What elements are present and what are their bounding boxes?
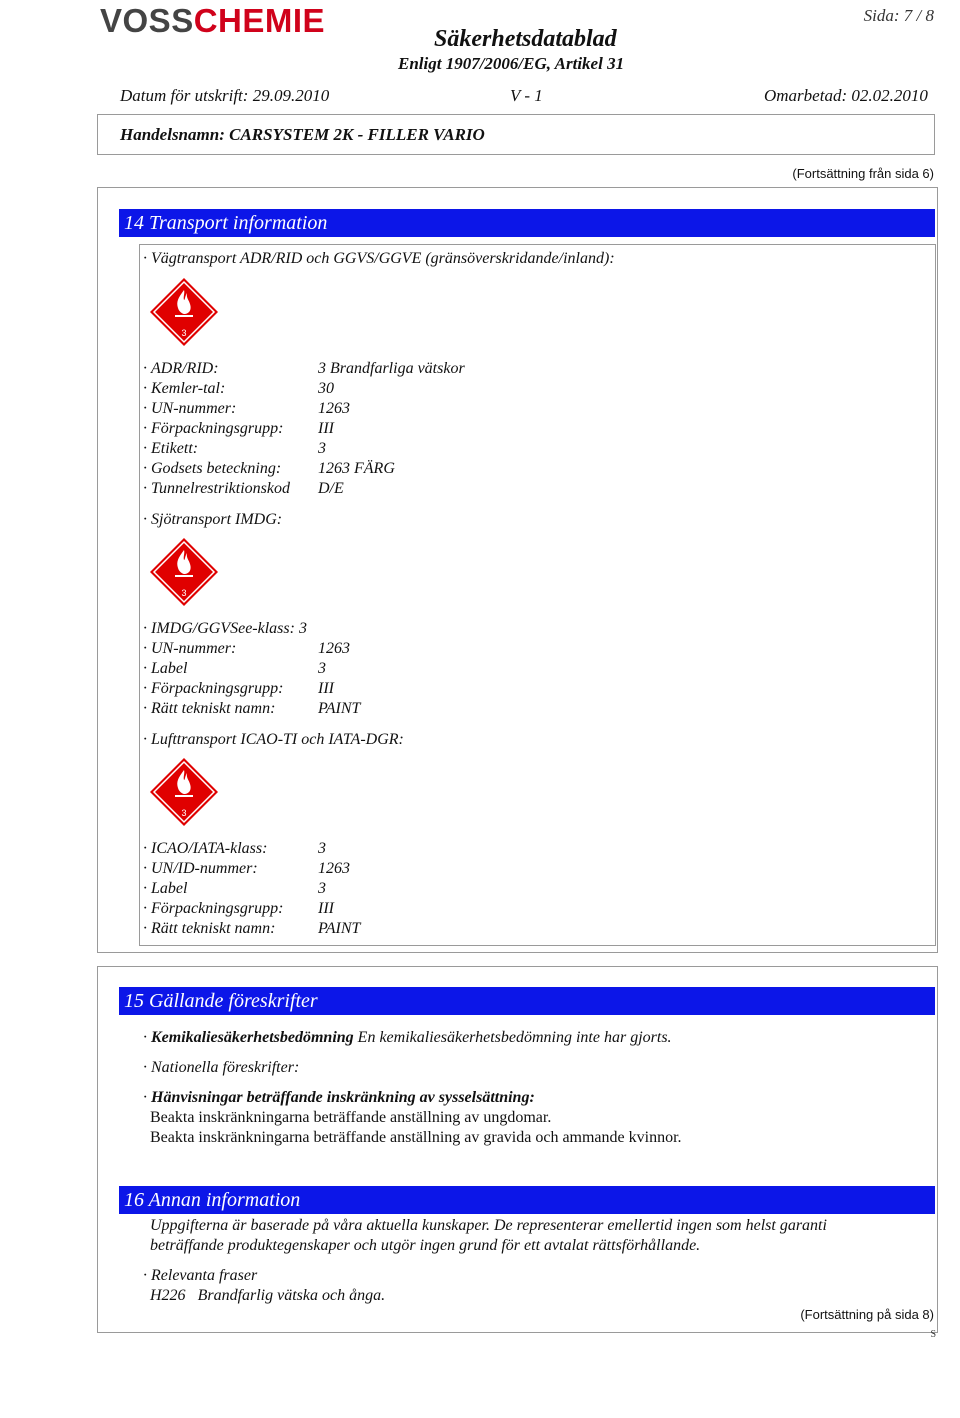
restriction-pregnant: Beakta inskränkningarna beträffande anställning av gravida och ammande kvinnor. xyxy=(150,1129,682,1146)
tunnel-code-value: D/E xyxy=(318,480,344,497)
packing-group-row: · Förpackningsgrupp: xyxy=(143,420,284,437)
flammable-pictogram-sea xyxy=(148,536,220,608)
trade-name: Handelsnamn: CARSYSTEM 2K - FILLER VARIO xyxy=(120,125,485,144)
flammable-pictogram-air xyxy=(148,756,220,828)
other-info-text-2: beträffande produktegenskaper och utgör ingen grund för ett avtalat rättsförhållande. xyxy=(150,1237,701,1254)
svg-text:3: 3 xyxy=(181,808,187,818)
road-transport-title: · Vägtransport ADR/RID och GGVS/GGVE (gränsöverskridande/inland): xyxy=(143,250,615,267)
tunnel-code-row: · Tunnelrestriktionskod xyxy=(143,480,290,497)
icao-class-value: 3 xyxy=(318,840,326,857)
adr-rid-value: 3 Brandfarliga vätskor xyxy=(318,360,465,377)
section-16-heading: 16 Annan information xyxy=(119,1186,935,1214)
revised-date: Omarbetad: 02.02.2010 xyxy=(764,86,928,105)
air-technical-name-row: · Rätt tekniskt namn: xyxy=(143,920,276,937)
version: V - 1 xyxy=(510,86,543,105)
icao-class-row: · ICAO/IATA-klass: xyxy=(143,840,268,857)
air-packing-group-value: III xyxy=(318,900,334,917)
imdg-class-row: · IMDG/GGVSee-klass: 3 xyxy=(143,620,307,637)
trade-name-box xyxy=(97,114,935,155)
sea-transport-title: · Sjötransport IMDG: xyxy=(143,511,283,528)
un-id-value: 1263 xyxy=(318,860,350,877)
document-subtitle: Enligt 1907/2006/EG, Artikel 31 xyxy=(398,54,625,73)
employment-restrictions-label: · Hänvisningar beträffande inskränkning av sysselsättning: xyxy=(143,1089,535,1106)
relevant-phrases-label: · Relevanta fraser xyxy=(143,1267,258,1284)
other-info-text-1: Uppgifterna är baserade på våra aktuella kunskaper. De representerar emellertid ingen som helst garanti xyxy=(150,1217,827,1234)
phrase-h226: H226 Brandfarlig vätska och ånga. xyxy=(150,1287,386,1304)
adr-rid-row: · ADR/RID: xyxy=(143,360,219,377)
air-transport-title: · Lufttransport ICAO-TI och IATA-DGR: xyxy=(143,731,404,748)
sea-packing-group-row: · Förpackningsgrupp: xyxy=(143,680,284,697)
national-regulations: · Nationella föreskrifter: xyxy=(143,1059,300,1076)
svg-text:3: 3 xyxy=(181,588,187,598)
sea-label-row: · Label xyxy=(143,660,188,677)
sea-un-number-row: · UN-nummer: xyxy=(143,640,237,657)
vosschemie-logo: VOSSCHEMIE xyxy=(100,2,326,39)
document-title: Säkerhetsdatablad xyxy=(434,26,617,52)
page-number: Sida: 7 / 8 xyxy=(863,6,934,25)
svg-text:3: 3 xyxy=(181,328,187,338)
restriction-youth: Beakta inskränkningarna beträffande anställning av ungdomar. xyxy=(150,1109,552,1126)
air-label-value: 3 xyxy=(318,880,326,897)
chemical-safety-assessment: · Kemikaliesäkerhetsbedömning En kemikaliesäkerhetsbedömning inte har gjorts. xyxy=(143,1029,672,1046)
goods-designation-value: 1263 FÄRG xyxy=(318,460,395,477)
goods-designation-row: · Godsets beteckning: xyxy=(143,460,282,477)
label-row: · Etikett: xyxy=(143,440,199,457)
sea-label-value: 3 xyxy=(318,660,326,677)
continued-from: (Fortsättning från sida 6) xyxy=(792,166,934,181)
sea-technical-name-value: PAINT xyxy=(318,700,361,717)
sea-technical-name-row: · Rätt tekniskt namn: xyxy=(143,700,276,717)
section-14-heading: 14 Transport information xyxy=(119,209,935,237)
packing-group-value: III xyxy=(318,420,334,437)
air-label-row: · Label xyxy=(143,880,188,897)
label-value: 3 xyxy=(318,440,326,457)
un-number-value: 1263 xyxy=(318,400,350,417)
continued-to: (Fortsättning på sida 8) xyxy=(800,1307,934,1322)
kemler-value: 30 xyxy=(318,380,334,397)
footer-mark: S xyxy=(930,1329,936,1340)
sea-packing-group-value: III xyxy=(318,680,334,697)
air-packing-group-row: · Förpackningsgrupp: xyxy=(143,900,284,917)
flammable-pictogram-road xyxy=(148,276,220,348)
print-date: Datum för utskrift: 29.09.2010 xyxy=(120,86,330,105)
imdg-class-value: 3 xyxy=(298,620,307,637)
air-technical-name-value: PAINT xyxy=(318,920,361,937)
un-id-row: · UN/ID-nummer: xyxy=(143,860,258,877)
section-15-heading: 15 Gällande föreskrifter xyxy=(119,987,935,1015)
un-number-row: · UN-nummer: xyxy=(143,400,237,417)
sea-un-number-value: 1263 xyxy=(318,640,350,657)
kemler-row: · Kemler-tal: xyxy=(143,380,226,397)
